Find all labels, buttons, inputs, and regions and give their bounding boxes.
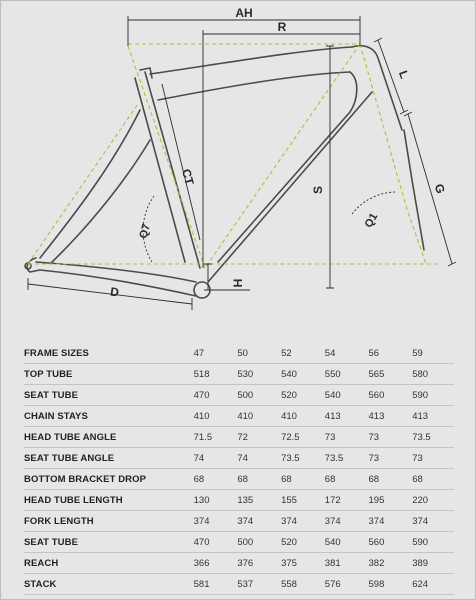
row-label: FRAME SIZES xyxy=(24,343,192,364)
row-value: 374 xyxy=(235,511,279,532)
row-value: 410 xyxy=(235,406,279,427)
table-row xyxy=(24,511,454,532)
row-value: 56 xyxy=(367,343,411,364)
table-row xyxy=(24,448,454,469)
row-value: 413 xyxy=(367,406,411,427)
row-value: 68 xyxy=(235,469,279,490)
row-value: 130 xyxy=(192,490,236,511)
guide-rear xyxy=(28,104,138,264)
row-value: 470 xyxy=(192,532,236,553)
table-row xyxy=(24,427,454,448)
row-value: 375 xyxy=(279,553,323,574)
row-label: HEAD TUBE ANGLE xyxy=(24,427,192,448)
row-value: 73 xyxy=(367,448,411,469)
row-value: 410 xyxy=(192,406,236,427)
seat-stay xyxy=(40,110,140,258)
label-q7: Q7 xyxy=(137,222,153,240)
row-value: 376 xyxy=(235,553,279,574)
label-s: S xyxy=(311,185,325,195)
top-tube xyxy=(150,47,352,74)
row-value: 560 xyxy=(367,385,411,406)
guide-front xyxy=(406,206,426,264)
row-value: 518 xyxy=(192,364,236,385)
row-value: 68 xyxy=(192,469,236,490)
row-value: 73.5 xyxy=(279,448,323,469)
row-value: 520 xyxy=(279,532,323,553)
row-value: 172 xyxy=(323,490,367,511)
row-value: 590 xyxy=(410,385,454,406)
row-value: 220 xyxy=(410,490,454,511)
bike-frame xyxy=(25,46,424,298)
row-value: 565 xyxy=(367,364,411,385)
row-value: 580 xyxy=(410,364,454,385)
guide-lines xyxy=(28,44,440,268)
row-value: 73 xyxy=(410,448,454,469)
table-row xyxy=(24,406,454,427)
row-value: 59 xyxy=(410,343,454,364)
row-value: 155 xyxy=(279,490,323,511)
row-value: 558 xyxy=(279,574,323,595)
row-value: 413 xyxy=(323,406,367,427)
row-value: 576 xyxy=(323,574,367,595)
row-value: 68 xyxy=(323,469,367,490)
down-tube-lower xyxy=(208,92,372,282)
head-tube xyxy=(352,46,402,130)
row-value: 590 xyxy=(410,532,454,553)
row-value: 530 xyxy=(235,364,279,385)
row-value: 624 xyxy=(410,574,454,595)
guide-down xyxy=(205,44,360,268)
row-value: 73 xyxy=(367,427,411,448)
row-value: 581 xyxy=(192,574,236,595)
row-value: 374 xyxy=(323,511,367,532)
row-value: 540 xyxy=(323,385,367,406)
table-row xyxy=(24,469,454,490)
row-value: 382 xyxy=(367,553,411,574)
label-h: H xyxy=(231,278,245,288)
row-value: 413 xyxy=(410,406,454,427)
row-value: 374 xyxy=(192,511,236,532)
row-value: 598 xyxy=(367,574,411,595)
table-row xyxy=(24,553,454,574)
row-value: 560 xyxy=(367,532,411,553)
table-row xyxy=(24,343,454,364)
row-label: TOP TUBE xyxy=(24,364,192,385)
row-value: 135 xyxy=(235,490,279,511)
row-label: BOTTOM BRACKET DROP xyxy=(24,469,192,490)
row-value: 68 xyxy=(279,469,323,490)
row-value: 374 xyxy=(279,511,323,532)
label-r: R xyxy=(277,20,287,34)
geometry-table-body xyxy=(24,343,454,595)
row-value: 520 xyxy=(279,385,323,406)
row-label: FORK LENGTH xyxy=(24,511,192,532)
table-row xyxy=(24,490,454,511)
row-label: SEAT TUBE ANGLE xyxy=(24,448,192,469)
table-row xyxy=(24,532,454,553)
table-row xyxy=(24,385,454,406)
label-g: G xyxy=(431,182,448,196)
label-q1: Q1 xyxy=(362,211,381,230)
top-tube-inner xyxy=(158,72,350,100)
row-value: 389 xyxy=(410,553,454,574)
row-value: 540 xyxy=(279,364,323,385)
label-l: L xyxy=(395,68,412,81)
geometry-table xyxy=(24,343,454,595)
row-value: 74 xyxy=(235,448,279,469)
row-label: STACK xyxy=(24,574,192,595)
row-value: 410 xyxy=(279,406,323,427)
row-value: 50 xyxy=(235,343,279,364)
down-tube xyxy=(218,72,357,262)
row-label: HEAD TUBE LENGTH xyxy=(24,490,192,511)
row-value: 68 xyxy=(367,469,411,490)
dim-r xyxy=(203,30,360,268)
label-ah: AH xyxy=(235,6,253,20)
dim-s xyxy=(326,46,334,288)
row-value: 73.5 xyxy=(323,448,367,469)
row-value: 54 xyxy=(323,343,367,364)
dim-ah xyxy=(128,16,360,46)
fork-blade xyxy=(404,130,424,250)
rear-dropout xyxy=(27,258,40,272)
row-value: 381 xyxy=(323,553,367,574)
row-value: 550 xyxy=(323,364,367,385)
row-value: 71.5 xyxy=(192,427,236,448)
row-value: 537 xyxy=(235,574,279,595)
row-value: 366 xyxy=(192,553,236,574)
row-value: 374 xyxy=(410,511,454,532)
row-value: 47 xyxy=(192,343,236,364)
row-value: 74 xyxy=(192,448,236,469)
row-value: 72 xyxy=(235,427,279,448)
guide-fork xyxy=(360,44,406,206)
row-value: 195 xyxy=(367,490,411,511)
row-value: 68 xyxy=(410,469,454,490)
row-value: 73 xyxy=(323,427,367,448)
row-value: 500 xyxy=(235,532,279,553)
row-value: 73.5 xyxy=(410,427,454,448)
table-row xyxy=(24,364,454,385)
row-label: SEAT TUBE xyxy=(24,385,192,406)
label-ct: CT xyxy=(179,167,197,187)
row-value: 500 xyxy=(235,385,279,406)
arc-q1 xyxy=(352,192,396,214)
row-value: 470 xyxy=(192,385,236,406)
label-d: D xyxy=(109,284,120,300)
table-row xyxy=(24,574,454,595)
row-value: 72.5 xyxy=(279,427,323,448)
row-label: SEAT TUBE xyxy=(24,532,192,553)
row-value: 52 xyxy=(279,343,323,364)
row-label: CHAIN STAYS xyxy=(24,406,192,427)
row-label: REACH xyxy=(24,553,192,574)
row-value: 374 xyxy=(367,511,411,532)
row-value: 540 xyxy=(323,532,367,553)
